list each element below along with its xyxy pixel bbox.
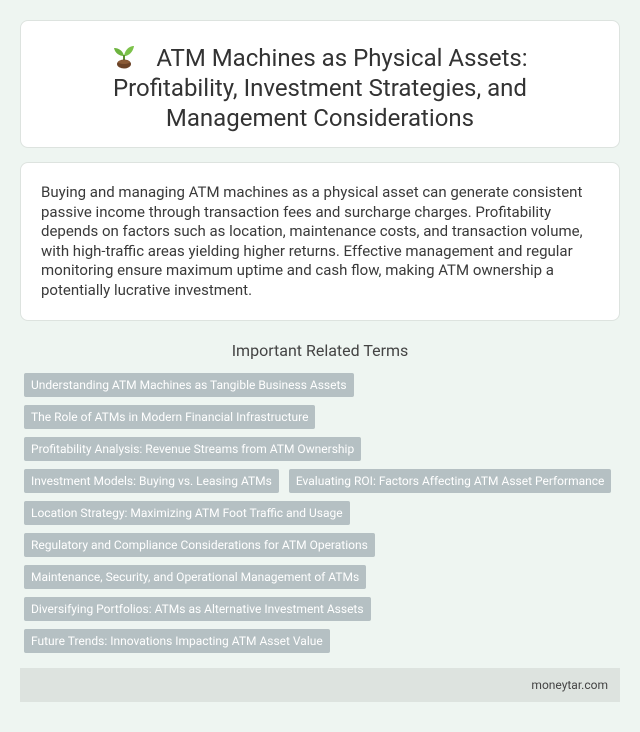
related-term-tag[interactable]: The Role of ATMs in Modern Financial Infrastructure <box>24 405 315 429</box>
seedling-icon <box>112 43 136 69</box>
page-title <box>49 43 591 133</box>
related-term-tag[interactable]: Profitability Analysis: Revenue Streams from ATM Ownership <box>24 437 361 461</box>
related-term-tag[interactable]: Evaluating ROI: Factors Affecting ATM Asset Performance <box>289 469 612 493</box>
tag-row <box>24 373 624 405</box>
related-term-tag[interactable]: Understanding ATM Machines as Tangible Business Assets <box>24 373 354 397</box>
tag-row <box>24 629 624 661</box>
tag-row <box>24 597 624 629</box>
related-terms-list <box>24 373 624 661</box>
tag-row <box>24 469 624 501</box>
related-terms-heading: Important Related Terms <box>231 341 409 360</box>
related-term-tag[interactable]: Maintenance, Security, and Operational Management of ATMs <box>24 565 366 589</box>
summary-card <box>20 162 620 321</box>
title-card <box>20 20 620 148</box>
tag-row <box>24 437 624 469</box>
tag-row <box>24 501 624 533</box>
footer-site-link[interactable]: moneytar.com <box>531 678 608 692</box>
related-term-tag[interactable]: Diversifying Portfolios: ATMs as Alternative Investment Assets <box>24 597 371 621</box>
related-term-tag[interactable]: Regulatory and Compliance Considerations for ATM Operations <box>24 533 375 557</box>
related-term-tag[interactable]: Location Strategy: Maximizing ATM Foot Traffic and Usage <box>24 501 350 525</box>
summary-text: Buying and managing ATM machines as a physical asset can generate consistent passive income through transaction fees and surcharge charges. Profitability depends on factors such as location, maintenance costs, and transaction volume, with high-traffic areas yielding higher returns. Effective management and regular monitoring ensure maximum uptime and cash flow, making ATM ownership a potentially lucrative investment. <box>41 183 583 299</box>
tag-row <box>24 533 624 565</box>
footer <box>20 668 620 702</box>
related-term-tag[interactable]: Investment Models: Buying vs. Leasing ATMs <box>24 469 279 493</box>
title-text: ATM Machines as Physical Assets: Profitability, Investment Strategies, and Management Considerations <box>113 44 528 132</box>
related-term-tag[interactable]: Future Trends: Innovations Impacting ATM Asset Value <box>24 629 330 653</box>
tag-row <box>24 565 624 597</box>
tag-row <box>24 405 624 437</box>
